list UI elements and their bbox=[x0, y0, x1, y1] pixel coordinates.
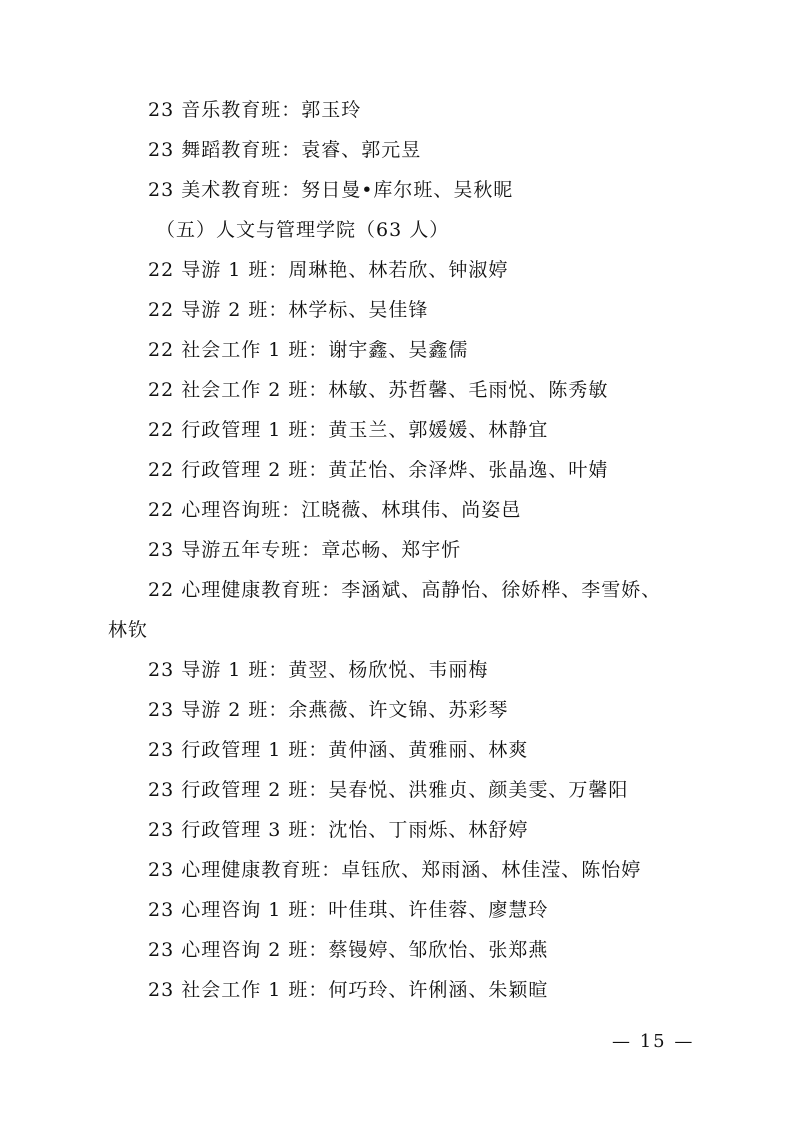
class-line: 22 心理健康教育班：李涵斌、高静怡、徐娇桦、李雪娇、 bbox=[148, 579, 662, 601]
class-line: 23 行政管理 2 班：吴春悦、洪雅贞、颜美雯、万馨阳 bbox=[148, 779, 629, 801]
class-line: 23 心理健康教育班：卓钰欣、郑雨涵、林佳滢、陈怡婷 bbox=[148, 859, 642, 881]
class-line: 23 导游 2 班：余燕薇、许文锦、苏彩琴 bbox=[148, 699, 509, 721]
class-line: 22 行政管理 2 班：黄芷怡、余泽烨、张晶逸、叶婧 bbox=[148, 459, 609, 481]
class-line-continuation: 林钦 bbox=[108, 619, 149, 641]
class-line: 22 行政管理 1 班：黄玉兰、郭媛媛、林静宜 bbox=[148, 419, 549, 441]
class-line: 23 行政管理 1 班：黄仲涵、黄雅丽、林爽 bbox=[148, 739, 529, 761]
class-line-art: 23 美术教育班：努日曼•库尔班、吴秋昵 bbox=[148, 179, 514, 201]
document-body bbox=[108, 90, 688, 1010]
page-number: — 15 — bbox=[612, 1031, 695, 1052]
class-line: 22 导游 1 班：周琳艳、林若欣、钟淑婷 bbox=[148, 259, 509, 281]
class-line: 23 行政管理 3 班：沈怡、丁雨烁、林舒婷 bbox=[148, 819, 529, 841]
class-line-dance: 23 舞蹈教育班：袁睿、郭元昱 bbox=[148, 139, 422, 161]
class-line: 22 导游 2 班：林学标、吴佳锋 bbox=[148, 299, 429, 321]
class-line: 23 社会工作 1 班：何巧玲、许俐涵、朱颖暄 bbox=[148, 979, 549, 1001]
class-line-music: 23 音乐教育班：郭玉玲 bbox=[148, 99, 362, 121]
class-line: 23 导游 1 班：黄翌、杨欣悦、韦丽梅 bbox=[148, 659, 489, 681]
class-line: 23 导游五年专班：章芯畅、郑宇忻 bbox=[148, 539, 462, 561]
class-line: 22 社会工作 2 班：林敏、苏哲馨、毛雨悦、陈秀敏 bbox=[148, 379, 609, 401]
class-line: 22 社会工作 1 班：谢宇鑫、吴鑫儒 bbox=[148, 339, 469, 361]
class-line: 22 心理咨询班：江晓薇、林琪伟、尚姿邑 bbox=[148, 499, 522, 521]
class-line: 23 心理咨询 2 班：蔡镘婷、邹欣怡、张郑燕 bbox=[148, 939, 549, 961]
section-heading: （五）人文与管理学院（63 人） bbox=[156, 219, 450, 241]
class-line: 23 心理咨询 1 班：叶佳琪、许佳蓉、廖慧玲 bbox=[148, 899, 549, 921]
